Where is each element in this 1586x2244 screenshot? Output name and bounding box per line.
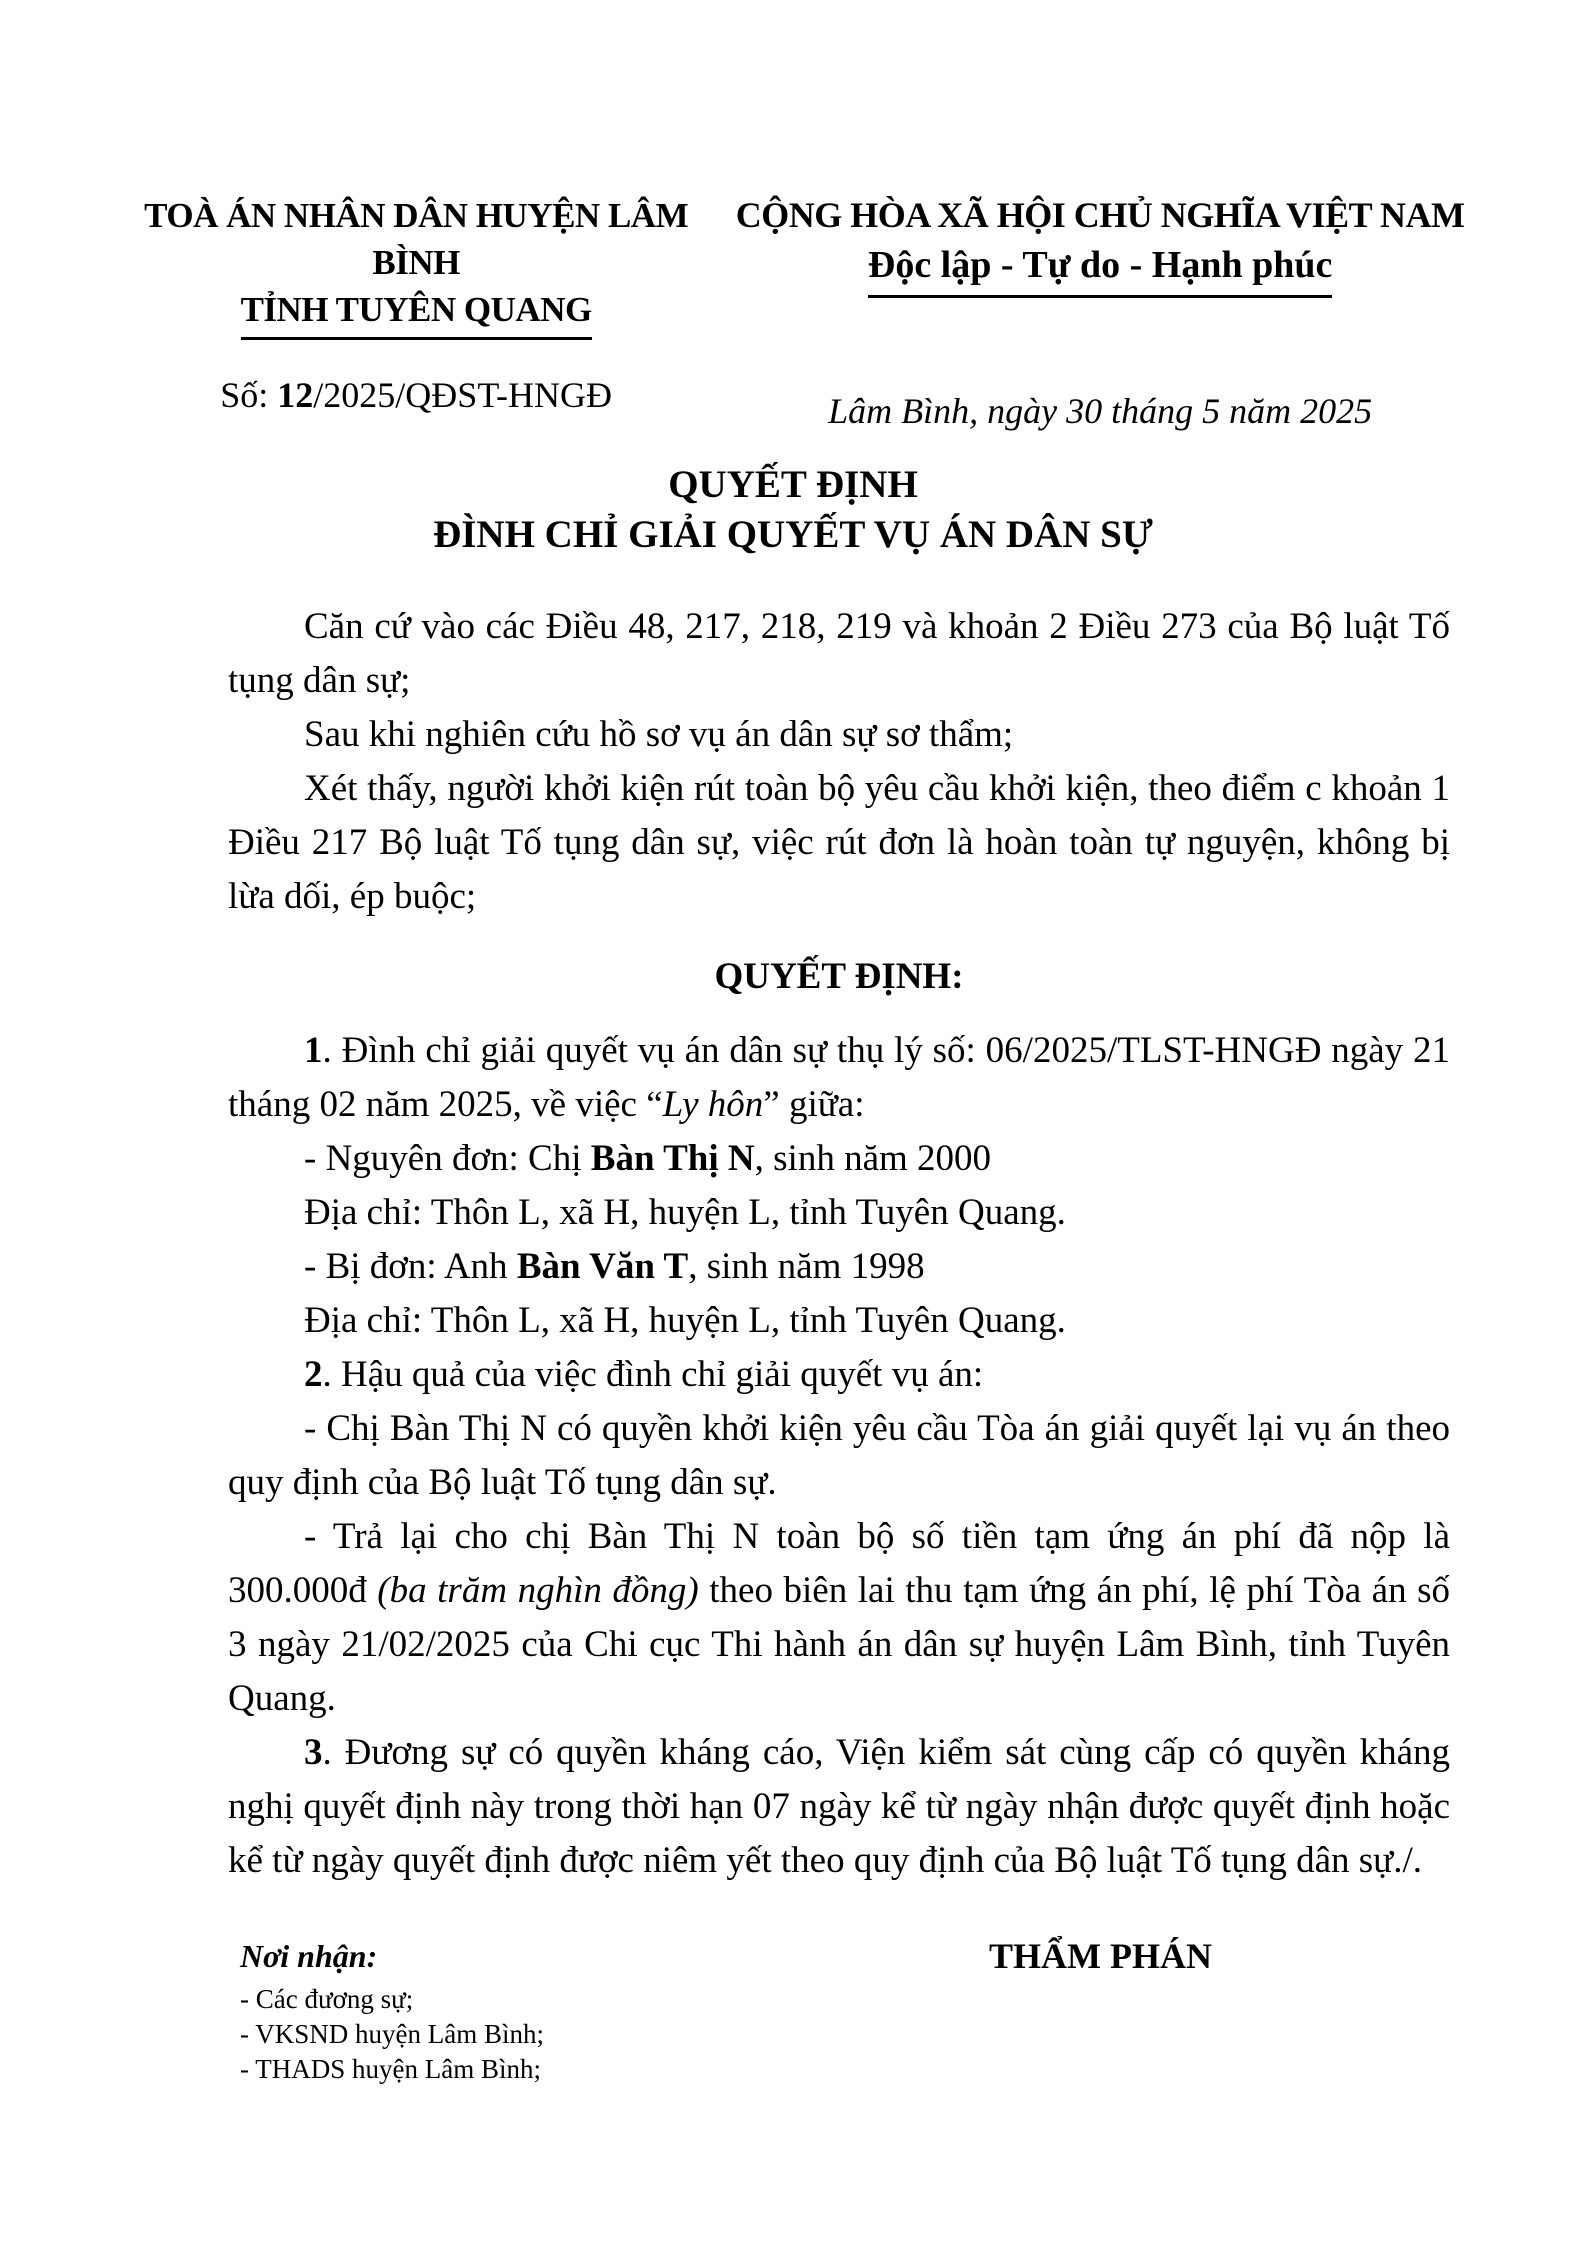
text-segment: - Bị đơn: Anh bbox=[304, 1246, 517, 1287]
text-segment: , sinh năm 1998 bbox=[688, 1246, 925, 1287]
text-segment: Ly hôn bbox=[662, 1084, 764, 1125]
body-paragraph bbox=[228, 1186, 1450, 1240]
text-segment: Sau khi nghiên cứu hồ sơ vụ án dân sự sơ thẩm; bbox=[304, 714, 1014, 755]
text-segment: 3 bbox=[304, 1732, 323, 1773]
recipient-item: - VKSND huyện Lâm Bình; bbox=[240, 2019, 544, 2049]
text-segment: QUYẾT ĐỊNH: bbox=[714, 956, 964, 997]
court-province-line bbox=[118, 286, 714, 340]
text-segment: - Chị Bàn Thị N có quyền khởi kiện yêu cầu Tòa án giải quyết lại vụ án theo quy định của Bộ luật Tố tụng dân sự. bbox=[228, 1408, 1450, 1503]
text-segment: Bàn Văn T bbox=[516, 1246, 689, 1287]
text-segment: . Hậu quả của việc đình chỉ giải quyết vụ án: bbox=[322, 1354, 984, 1395]
recipients-label: Nơi nhận: bbox=[240, 1938, 378, 1974]
document-footer bbox=[228, 1934, 1450, 2087]
document-number bbox=[118, 372, 714, 418]
title-line-1: QUYẾT ĐỊNH bbox=[668, 463, 918, 506]
text-segment: 2 bbox=[304, 1354, 323, 1395]
body-paragraph bbox=[228, 762, 1450, 924]
text-segment: Căn cứ vào các Điều 48, 217, 218, 219 và khoản 2 Điều 273 của Bộ luật Tố tụng dân sự; bbox=[228, 606, 1450, 701]
recipients-list bbox=[240, 1982, 544, 2087]
national-motto-text: Độc lập - Tự do - Hạnh phúc bbox=[868, 239, 1333, 298]
text-segment: theo biên lai thu tạm ứng án phí, lệ phí Tòa án số 3 ngày 21/02/2025 của Chi cục Thi hành án dân sự huyện Lâm Bình, tỉnh Tuyên Quang. bbox=[228, 1570, 1451, 1719]
recipients-block bbox=[240, 1934, 544, 2087]
text-segment: - Trả lại cho chị Bàn Thị N toàn bộ số tiền tạm ứng án phí đã nộp là 300.000đ bbox=[228, 1516, 1450, 1611]
country-name-line: CỘNG HÒA XÃ HỘI CHỦ NGHĨA VIỆT NAM bbox=[735, 195, 1465, 235]
recipient-item: - Các đương sự; bbox=[240, 1984, 414, 2014]
text-segment: ” giữa: bbox=[763, 1084, 865, 1125]
title-line-2: ĐÌNH CHỈ GIẢI QUYẾT VỤ ÁN DÂN SỰ bbox=[433, 513, 1153, 556]
body-paragraph bbox=[228, 600, 1450, 708]
court-province-text: TỈNH TUYÊN QUANG bbox=[241, 286, 592, 340]
section-heading bbox=[228, 950, 1450, 1004]
document-header bbox=[0, 0, 1586, 340]
body-paragraph bbox=[228, 1348, 1450, 1402]
national-header-block bbox=[714, 192, 1486, 340]
body-paragraph bbox=[228, 1240, 1450, 1294]
text-segment: , sinh năm 2000 bbox=[754, 1138, 992, 1179]
issuing-court-block bbox=[118, 192, 714, 340]
text-segment: . Đình chỉ giải quyết vụ án dân sự thụ lý số: 06/2025/TLST-HNGĐ ngày 21 tháng 02 năm 2025, về việc “ bbox=[228, 1030, 1450, 1125]
body-paragraph bbox=[228, 1510, 1450, 1726]
text-segment: Bàn Thị N bbox=[590, 1138, 755, 1179]
text-segment: . Đương sự có quyền kháng cáo, Viện kiểm sát cùng cấp có quyền kháng nghị quyết định này trong thời hạn 07 ngày kể từ ngày nhận được quyết định hoặc kể từ ngày quyết định được niêm yết theo quy định của Bộ luật Tố tụng dân sự./. bbox=[228, 1732, 1450, 1881]
text-segment: Số: bbox=[220, 375, 278, 415]
number-date-row bbox=[0, 340, 1586, 434]
document-date-place: Lâm Bình, ngày 30 tháng 5 năm 2025 bbox=[828, 391, 1373, 431]
court-name-line: TOÀ ÁN NHÂN DÂN HUYỆN LÂM BÌNH bbox=[144, 196, 689, 282]
signature-title: THẨM PHÁN bbox=[989, 1936, 1212, 1976]
national-motto-line bbox=[714, 239, 1486, 298]
text-segment: /2025/QĐST-HNGĐ bbox=[313, 375, 612, 415]
document-body bbox=[228, 600, 1450, 1888]
document-title bbox=[0, 460, 1586, 560]
recipient-item: - THADS huyện Lâm Bình; bbox=[240, 2054, 541, 2084]
body-paragraph bbox=[228, 1294, 1450, 1348]
body-paragraph bbox=[228, 1024, 1450, 1132]
text-segment: - Nguyên đơn: Chị bbox=[304, 1138, 591, 1179]
text-segment: Xét thấy, người khởi kiện rút toàn bộ yêu cầu khởi kiện, theo điểm c khoản 1 Điều 217 Bộ luật Tố tụng dân sự, việc rút đơn là hoàn toàn tự nguyện, không bị lừa dối, ép buộc; bbox=[228, 768, 1450, 917]
text-segment: Địa chỉ: Thôn L, xã H, huyện L, tỉnh Tuyên Quang. bbox=[304, 1192, 1066, 1233]
text-segment: (ba trăm nghìn đồng) bbox=[377, 1570, 699, 1611]
text-segment: 12 bbox=[277, 375, 314, 415]
text-segment: 1 bbox=[304, 1030, 323, 1071]
body-paragraph bbox=[228, 1132, 1450, 1186]
body-paragraph bbox=[228, 1402, 1450, 1510]
document-content bbox=[0, 600, 1586, 2087]
body-paragraph bbox=[228, 1726, 1450, 1888]
body-paragraph bbox=[228, 708, 1450, 762]
text-segment: Địa chỉ: Thôn L, xã H, huyện L, tỉnh Tuyên Quang. bbox=[304, 1300, 1066, 1341]
